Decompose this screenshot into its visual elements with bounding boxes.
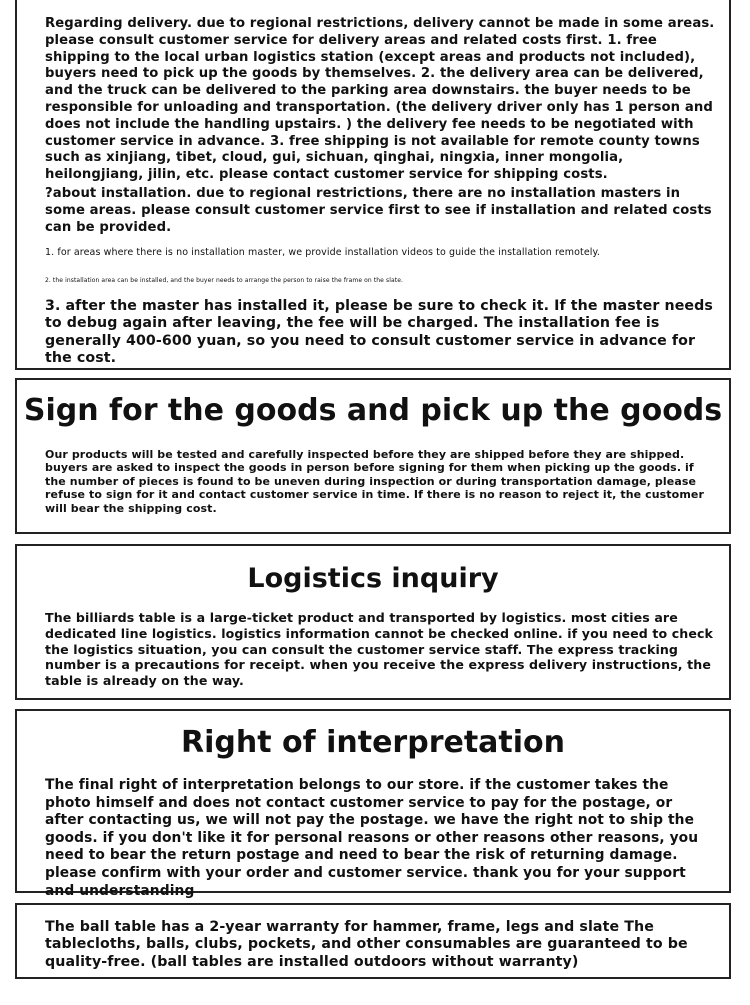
warranty-body: The ball table has a 2-year warranty for hammer, frame, legs and slate The tablecloths, balls, clubs, pockets, and other consumables are guaranteed to be quality-free. (ball tables are installed outdoors without warranty)	[45, 919, 688, 970]
sign-for-goods-title: Sign for the goods and pick up the goods	[23, 393, 723, 428]
right-of-interpretation-box	[15, 709, 731, 899]
right-of-interpretation-title: Right of interpretation	[180, 725, 566, 760]
logistics-inquiry-box	[15, 544, 731, 700]
installation-note-3: 3. after the master has installed it, please be sure to check it. If the master needs to debug again after leaving, the fee will be charged. The installation fee is generally 400-600 yuan, so you need to consult customer service in advance for the cost.	[45, 298, 713, 367]
installation-paragraph: ?about installation. due to regional restrictions, there are no installation masters in some areas. please consult customer service first to see if installation and related costs can be provided.	[45, 186, 712, 235]
delivery-installation-box	[15, 0, 731, 370]
warranty-box	[15, 903, 731, 979]
sign-for-goods-box	[15, 378, 731, 534]
installation-note-1: 1. for areas where there is no installation master, we provide installation videos to guide the installation remotely.	[45, 247, 600, 258]
logistics-inquiry-body: The billiards table is a large-ticket product and transported by logistics. most cities are dedicated line logistics. logistics information cannot be checked online. if you need to check the logistics situation, you can consult the customer service staff. The express tracking number is a precautions for receipt. when you receive the express delivery instructions, the table is already on the way.	[45, 610, 714, 689]
sign-for-goods-body: Our products will be tested and carefully inspected before they are shipped before they are shipped. buyers are asked to inspect the goods in person before signing for them when picking up the goods. if the number of pieces is found to be uneven during inspection or during transportation damage, please refuse to sign for it and contact customer service in time. If there is no reason to reject it, the customer will bear the shipping cost.	[45, 448, 704, 515]
right-of-interpretation-body: The final right of interpretation belongs to our store. if the customer takes the photo himself and does not contact customer service to pay for the postage, or after contacting us, we will not pay the postage. we have the right not to ship the goods. if you don't like it for personal reasons or other reasons other reasons, you need to bear the return postage and need to bear the risk of returning damage. please confirm with your order and customer service. thank you for your support and understanding	[45, 777, 699, 899]
logistics-inquiry-title: Logistics inquiry	[247, 563, 499, 594]
delivery-paragraph: Regarding delivery. due to regional restrictions, delivery cannot be made in some areas. please consult customer service for delivery areas and related costs first. 1. free shipping to the local urban logistics station (except areas and products not included), buyers need to pick up the goods by themselves. 2. the delivery area can be delivered, and the truck can be delivered to the parking area downstairs. the buyer needs to be responsible for unloading and transportation. (the delivery driver only has 1 person and does not include the handling upstairs. ) the delivery fee needs to be negotiated with customer service in advance. 3. free shipping is not available for remote county towns such as xinjiang, tibet, cloud, gui, sichuan, qinghai, ningxia, inner mongolia, heilongjiang, jilin, etc. please contact customer service for shipping costs.	[45, 16, 715, 183]
installation-note-2: 2. the installation area can be installed, and the buyer needs to arrange the person to raise the frame on the slate.	[45, 277, 404, 284]
